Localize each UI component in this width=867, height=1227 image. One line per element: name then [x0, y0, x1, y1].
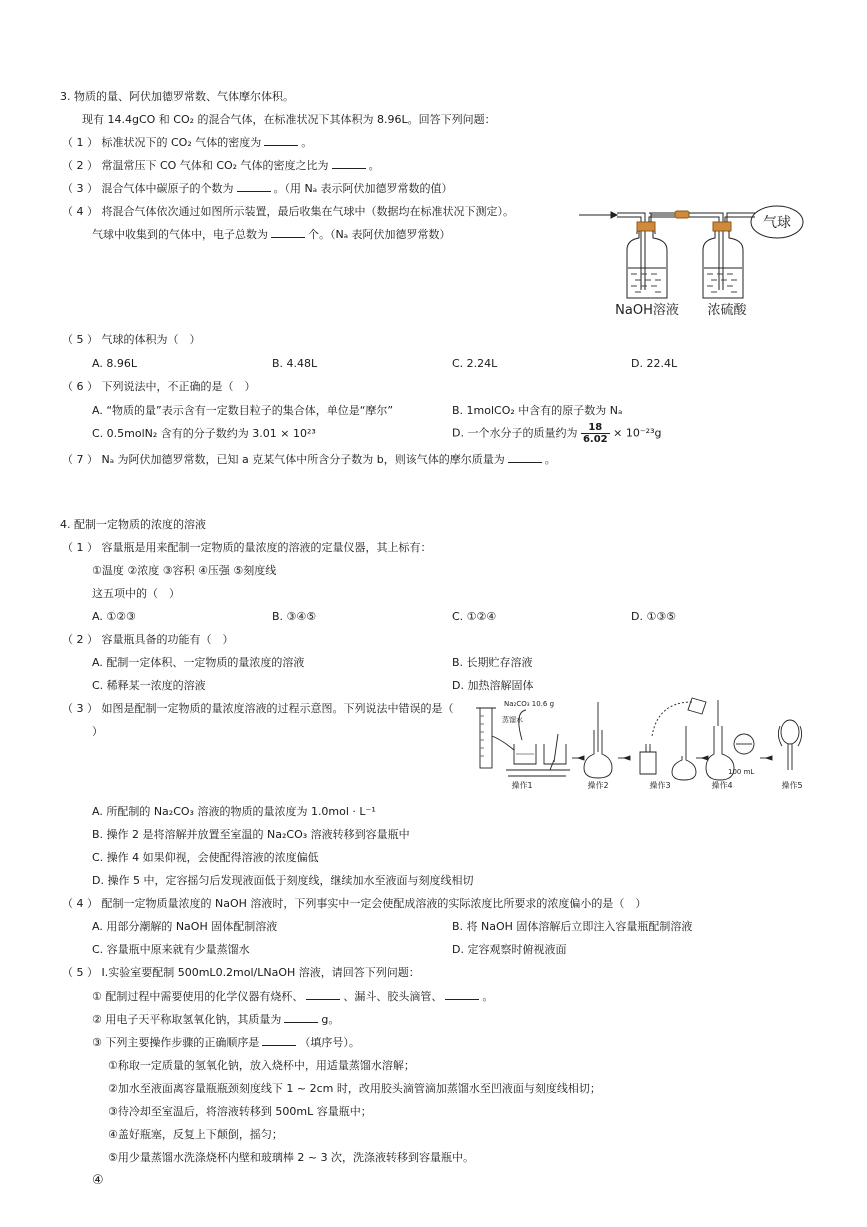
q3-sub5-option-a[interactable]: A. 8.96L — [92, 357, 137, 370]
q4-sub5-part2-text: ② 用电子天平称取氢氧化钠，其质量为 — [92, 1013, 282, 1026]
q4-sub2-option-c[interactable]: C. 稀释某一浓度的溶液 — [92, 679, 206, 692]
fraction-numerator: 18 — [581, 422, 610, 434]
step-label: 操作3 — [649, 781, 671, 790]
pouring-beaker — [688, 698, 706, 714]
q4-sub2-option-d[interactable]: D. 加热溶解固体 — [452, 679, 534, 692]
q3-sub2-text: （ 2 ） 常温常压下 CO 气体和 CO₂ 气体的密度之比为 — [62, 159, 329, 172]
q4-sub5-part1-text: ① 配制过程中需要使用的化学仪器有烧杯、 — [92, 990, 304, 1003]
volume-label: 100 mL — [728, 768, 755, 776]
q4-sub5-part4: ④ — [92, 1173, 104, 1188]
q4-sub3: （ 3 ） 如图是配制一定物质的量浓度溶液的过程示意图。下列说法中错误的是（ — [62, 702, 454, 715]
q4-sub4-option-c[interactable]: C. 容量瓶中原来就有少量蒸馏水 — [92, 943, 250, 956]
answer-blank[interactable] — [237, 182, 271, 192]
fraction-denominator: 6.02 — [582, 434, 608, 445]
procedure-step-2: ②加水至液面离容量瓶瓶颈刻度线下 1 ~ 2cm 时，改用胶头滴管滴加蒸馏水至凹液面与刻度线相切； — [108, 1082, 601, 1095]
q3-sub7-end: 。 — [544, 453, 556, 466]
q4-sub5-part3 — [92, 1036, 360, 1050]
answer-blank[interactable] — [445, 990, 479, 1000]
q3-sub4b-text: 气球中收集到的气体中，电子总数为 — [92, 228, 268, 241]
procedure-step-1: ①称取一定质量的氢氧化钠，放入烧杯中，用适量蒸馏水溶解； — [108, 1059, 415, 1072]
q4-sub2-option-a[interactable]: A. 配制一定体积、一定物质的量浓度的溶液 — [92, 656, 305, 669]
q3-sub4b-end: 个。（Nₐ 表阿伏加德罗常数） — [308, 228, 451, 241]
q4-sub1-option-b[interactable]: B. ③④⑤ — [272, 610, 317, 623]
gas-apparatus-figure — [575, 198, 815, 320]
q3-sub2 — [62, 159, 380, 173]
option-d-exponent: × 10⁻²³g — [613, 426, 662, 440]
q4-sub3-option-d[interactable]: D. 操作 5 中，定容摇匀后发现液面低于刻度线，继续加水至液面与刻度线相切 — [92, 874, 474, 887]
balloon-label: 气球 — [763, 215, 791, 231]
q4-heading: 4. 配制一定物质的浓度的溶液 — [60, 518, 206, 531]
q3-sub1 — [62, 136, 312, 150]
q3-sub5-option-b[interactable]: B. 4.48L — [272, 357, 318, 370]
q3-sub6: （ 6 ） 下列说法中，不正确的是（ ） — [62, 380, 256, 393]
q3-sub4b — [92, 228, 451, 242]
q4-sub1-option-d[interactable]: D. ①③⑤ — [631, 610, 677, 623]
step-label: 操作1 — [511, 781, 533, 790]
option-d-text: D. 一个水分子的质量约为 — [452, 426, 578, 440]
answer-blank[interactable] — [264, 136, 298, 146]
q3-sub3-text: （ 3 ） 混合气体中碳原子的个数为 — [62, 182, 234, 195]
q4-sub2-option-b[interactable]: B. 长期贮存溶液 — [452, 656, 533, 669]
q4-sub1-option-a[interactable]: A. ①②③ — [92, 610, 136, 623]
q3-sub5: （ 5 ） 气球的体积为（ ） — [62, 333, 201, 346]
q4-sub5-part3-text: ③ 下列主要操作步骤的正确顺序是 — [92, 1036, 260, 1049]
q4-sub4-option-b[interactable]: B. 将 NaOH 固体溶解后立即注入容量瓶配制溶液 — [452, 920, 693, 933]
answer-blank[interactable] — [284, 1013, 318, 1023]
q4-sub1-question: 这五项中的（ ） — [92, 587, 180, 600]
q3-sub6-option-b[interactable]: B. 1molCO₂ 中含有的原子数为 Nₐ — [452, 404, 623, 417]
q4-sub3-option-c[interactable]: C. 操作 4 如果仰视，会使配得溶液的浓度偏低 — [92, 851, 319, 864]
q3-sub6-option-c[interactable]: C. 0.5molN₂ 含有的分子数约为 3.01 × 10²³ — [92, 427, 316, 440]
q4-sub5-part2-end: g。 — [321, 1013, 340, 1026]
q4-sub1: （ 1 ） 容量瓶是用来配制一定物质的量浓度的溶液的定量仪器，其上标有： — [62, 541, 432, 554]
q4-sub5-part3-end: （填序号）。 — [299, 1036, 360, 1049]
solution-preparation-figure — [466, 696, 812, 794]
q3-sub1-text: （ 1 ） 标准状况下的 CO₂ 气体的密度为 — [62, 136, 262, 149]
q4-sub5-part1-end: 。 — [482, 990, 494, 1003]
q4-sub3-end: ） — [92, 725, 103, 738]
procedure-step-4: ④盖好瓶塞，反复上下颠倒，摇匀； — [108, 1128, 283, 1141]
answer-blank[interactable] — [271, 228, 305, 238]
na2co3-label: Na₂CO₃ 10.6 g — [504, 700, 555, 708]
acid-label: 浓硫酸 — [707, 303, 747, 318]
step-label: 操作4 — [711, 781, 733, 790]
q4-sub5-part1-mid: 、漏斗、胶头滴管、 — [343, 990, 443, 1003]
q4-sub5-part1 — [92, 990, 493, 1004]
step-label: 操作5 — [781, 781, 803, 790]
q4-sub1-items: ①温度 ②浓度 ③容积 ④压强 ⑤刻度线 — [92, 564, 277, 577]
q3-sub6-option-a[interactable]: A. “物质的量”表示含有一定数目粒子的集合体，单位是“摩尔” — [92, 404, 394, 417]
step-label: 操作2 — [587, 781, 609, 790]
q4-sub5: （ 5 ） Ⅰ.实验室要配制 500mL0.2mol/LNaOH 溶液，请回答下列问题： — [62, 966, 420, 979]
q3-sub3 — [62, 182, 453, 196]
q4-sub4-option-a[interactable]: A. 用部分潮解的 NaOH 固体配制溶液 — [92, 920, 278, 933]
graduated-cylinder — [480, 708, 492, 768]
q4-sub5-part2 — [92, 1013, 339, 1027]
answer-blank[interactable] — [508, 453, 542, 463]
q3-sub7-text: （ 7 ） Nₐ 为阿伏加德罗常数，已知 a 克某气体中所含分子数为 b，则该气体的摩尔质量为 — [62, 453, 505, 466]
q4-sub1-option-c[interactable]: C. ①②④ — [452, 610, 497, 623]
q4-sub4-option-d[interactable]: D. 定容观察时俯视液面 — [452, 943, 567, 956]
q3-sub4: （ 4 ） 将混合气体依次通过如图所示装置，最后收集在气球中（数据均在标准状况下测定）。 — [62, 205, 514, 218]
q3-sub6-option-d[interactable] — [452, 422, 661, 445]
inverted-flask — [781, 720, 799, 744]
answer-blank[interactable] — [262, 1036, 296, 1046]
bottle-naoh — [627, 231, 667, 298]
q4-sub4: （ 4 ） 配制一定物质量浓度的 NaOH 溶液时，下列事实中一定会使配成溶液的实际浓度比所要求的浓度偏小的是（ ） — [62, 897, 647, 910]
answer-blank[interactable] — [332, 159, 366, 169]
distilled-water-label: 蒸馏水 — [502, 716, 523, 724]
q3-sub2-end: 。 — [368, 159, 380, 172]
naoh-label: NaOH溶液 — [615, 303, 679, 318]
q4-sub3-option-a[interactable]: A. 所配制的 Na₂CO₃ 溶液的物质的量浓度为 1.0mol · L⁻¹ — [92, 805, 376, 818]
mass-fraction — [581, 422, 610, 445]
q4-sub2: （ 2 ） 容量瓶具备的功能有（ ） — [62, 633, 234, 646]
q3-sub5-option-c[interactable]: C. 2.24L — [452, 357, 498, 370]
q3-heading: 3. 物质的量、阿伏加德罗常数、气体摩尔体积。 — [60, 90, 294, 103]
q3-sub3-end: 。（用 Nₐ 表示阿伏加德罗常数的值） — [273, 182, 453, 195]
q4-sub3-option-b[interactable]: B. 操作 2 是将溶解并放置至室温的 Na₂CO₃ 溶液转移到容量瓶中 — [92, 828, 410, 841]
procedure-step-5: ⑤用少量蒸馏水洗涤烧杯内壁和玻璃棒 2 ~ 3 次，洗涤液转移到容量瓶中。 — [108, 1151, 475, 1164]
q3-sub7 — [62, 453, 556, 467]
procedure-step-3: ③待冷却至室温后，将溶液转移到 500mL 容量瓶中； — [108, 1105, 372, 1118]
q3-sub1-end: 。 — [301, 136, 313, 149]
q3-intro: 现有 14.4gCO 和 CO₂ 的混合气体，在标准状况下其体积为 8.96L。回答下列问题： — [82, 113, 496, 126]
reagent-bottle — [640, 752, 656, 774]
q3-sub5-option-d[interactable]: D. 22.4L — [631, 357, 678, 370]
answer-blank[interactable] — [306, 990, 340, 1000]
